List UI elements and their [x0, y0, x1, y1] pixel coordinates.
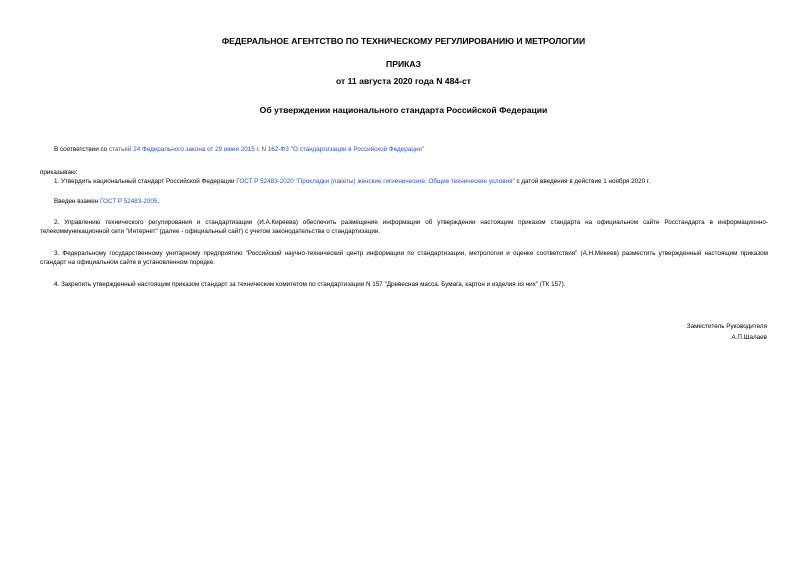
doc-date-number: от 11 августа 2020 года N 484-ст: [336, 76, 471, 86]
gost-2020-link[interactable]: ГОСТ Р 52483-2020 "Прокладки (пакеты) женские гигиенические. Общие технические условия": [236, 178, 515, 185]
agency-title: ФЕДЕРАЛЬНОЕ АГЕНТСТВО ПО ТЕХНИЧЕСКОМУ РЕГУЛИРОВАНИЮ И МЕТРОЛОГИИ: [221, 36, 586, 46]
item4-paragraph: 4. Закрепить утвержденный настоящим приказом стандарт за техническим комитетом по стандартизации N 157 "Древесная масса. Бумага, картон и изделия из них" (ТК 157).: [54, 281, 566, 288]
preamble-paragraph: [40, 145, 768, 154]
item1-suffix: с датой введения в действие 1 ноября 2020 г.: [514, 178, 651, 185]
gost-2005-link[interactable]: ГОСТ Р 52483-2005: [99, 198, 158, 205]
signature-name: А.П.Шалаев: [731, 334, 767, 341]
replaced-suffix: .: [157, 198, 160, 205]
order-word: приказываю:: [40, 169, 78, 176]
signature-position: Заместитель Руководителя: [686, 323, 767, 330]
item2-paragraph: 2. Управлению технического регулирования и стандартизации (И.А.Киреева) обеспечить размещение информации об утверждении настоящим приказом стандарта на официальном сайте Росстандарта в информационно-телекоммуникационной сети "Интернет" (далее - официальный сайт) с учетом законодательства о стандартизации.: [40, 219, 768, 235]
doc-subject: Об утверждении национального стандарта Российской Федерации: [259, 105, 548, 115]
preamble-prefix: В соответствии со: [54, 146, 109, 153]
replaced-prefix: Введен взамен: [54, 198, 100, 205]
federal-law-link[interactable]: статьей 24 Федерального закона от 29 июня 2015 г. N 162-ФЗ "О стандартизации в Российской Федерации": [108, 146, 425, 153]
doc-type: ПРИКАЗ: [386, 59, 421, 69]
replaced-paragraph: [40, 197, 768, 206]
item1-paragraph: [40, 177, 768, 186]
item3-paragraph: 3. Федеральному государственному унитарному предприятию "Российский научно-технический центр информации по стандартизации, метрологии и оценке соответствия" (А.Н.Микеев) разместить утвержденный настоящим приказом стандарт на официальном сайте в установленном порядке.: [40, 250, 768, 266]
item1-prefix: 1. Утвердить национальный стандарт Российской Федерации: [54, 178, 237, 185]
